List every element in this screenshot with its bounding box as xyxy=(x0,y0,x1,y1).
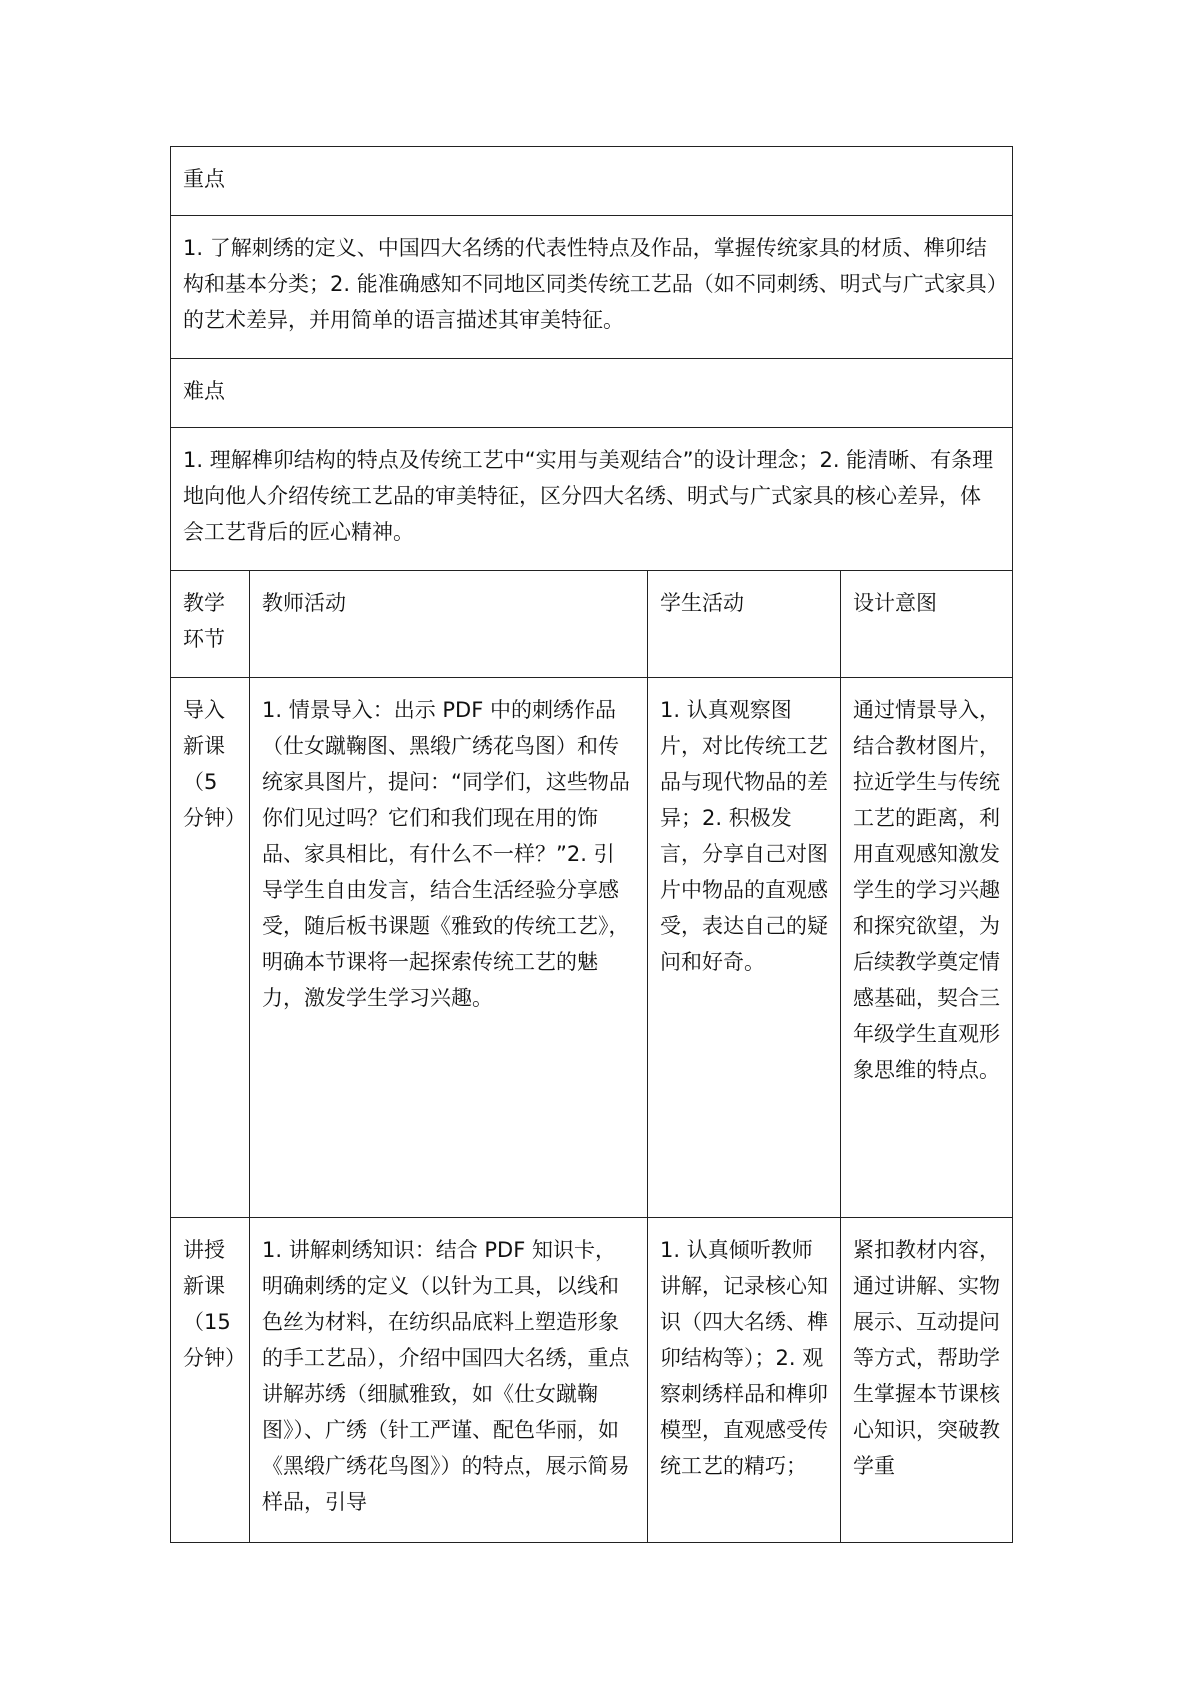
table-row xyxy=(171,678,1013,1218)
key-points-title: 重点 xyxy=(171,147,1013,216)
key-points-content-row xyxy=(171,216,1013,359)
student-activity-cell: 1. 认真倾听教师讲解，记录核心知识（四大名绣、榫卯结构等）；2. 观察刺绣样品和榫卯模型，直观感受传统工艺的精巧； xyxy=(648,1218,841,1543)
teacher-activity-cell: 1. 情景导入：出示 PDF 中的刺绣作品（仕女蹴鞠图、黑缎广绣花鸟图）和传统家具图片，提问：“同学们，这些物品你们见过吗？它们和我们现在用的饰品、家具相比，有什么不一样？”2. 引导学生自由发言，结合生活经验分享感受，随后板书课题《雅致的传统工艺》，明确本节课将一起探索传统工艺的魅力，激发学生学习兴趣。 xyxy=(250,678,648,1218)
student-activity-cell: 1. 认真观察图片，对比传统工艺品与现代物品的差异；2. 积极发言，分享自己对图片中物品的直观感受，表达自己的疑问和好奇。 xyxy=(648,678,841,1218)
difficulties-content: 1. 理解榫卯结构的特点及传统工艺中“实用与美观结合”的设计理念；2. 能清晰、有条理地向他人介绍传统工艺品的审美特征，区分四大名绣、明式与广式家具的核心差异，体会工艺背后的匠心精神。 xyxy=(171,428,1013,571)
lesson-plan-table xyxy=(170,146,1013,1543)
stage-cell: 讲授新课（15分钟） xyxy=(171,1218,250,1543)
design-intent-cell: 紧扣教材内容，通过讲解、实物展示、互动提问等方式，帮助学生掌握本节课核心知识，突破教学重 xyxy=(841,1218,1013,1543)
table-row xyxy=(171,1218,1013,1543)
column-header-row xyxy=(171,571,1013,678)
difficulties-title: 难点 xyxy=(171,359,1013,428)
difficulties-content-row xyxy=(171,428,1013,571)
header-teacher-activity: 教师活动 xyxy=(250,571,648,678)
header-stage: 教学环节 xyxy=(171,571,250,678)
header-design-intent: 设计意图 xyxy=(841,571,1013,678)
header-student-activity: 学生活动 xyxy=(648,571,841,678)
difficulties-title-row xyxy=(171,359,1013,428)
key-points-title-row xyxy=(171,147,1013,216)
key-points-content: 1. 了解刺绣的定义、中国四大名绣的代表性特点及作品，掌握传统家具的材质、榫卯结构和基本分类；2. 能准确感知不同地区同类传统工艺品（如不同刺绣、明式与广式家具）的艺术差异，并用简单的语言描述其审美特征。 xyxy=(171,216,1013,359)
stage-cell: 导入新课（5分钟） xyxy=(171,678,250,1218)
teacher-activity-cell: 1. 讲解刺绣知识：结合 PDF 知识卡，明确刺绣的定义（以针为工具，以线和色丝为材料，在纺织品底料上塑造形象的手工艺品），介绍中国四大名绣，重点讲解苏绣（细腻雅致，如《仕女蹴鞠图》）、广绣（针工严谨、配色华丽，如《黑缎广绣花鸟图》）的特点，展示简易样品，引导 xyxy=(250,1218,648,1543)
design-intent-cell: 通过情景导入，结合教材图片，拉近学生与传统工艺的距离，利用直观感知激发学生的学习兴趣和探究欲望，为后续教学奠定情感基础，契合三年级学生直观形象思维的特点。 xyxy=(841,678,1013,1218)
